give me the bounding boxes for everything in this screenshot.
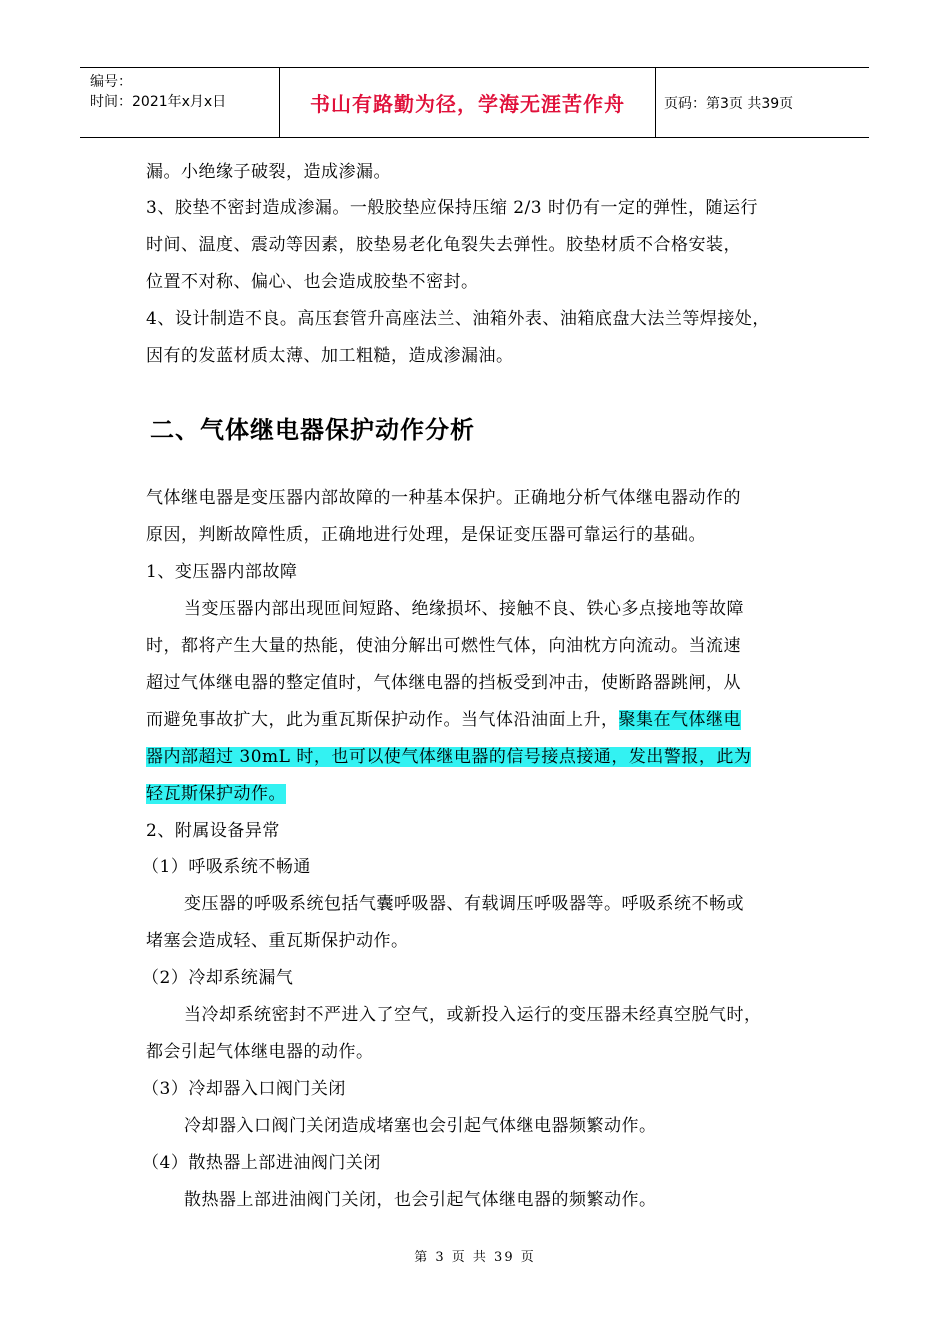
paragraph-line: 超过气体继电器的整定值时，气体继电器的挡板受到冲击，使断路器跳闸，从 <box>146 673 741 693</box>
date-label: 时间：2021年x月x日 <box>90 94 227 110</box>
section-title: 1、变压器内部故障 <box>146 562 298 582</box>
paragraph-line: 时间、温度、震动等因素，胶垫易老化龟裂失去弹性。胶垫材质不合格安装， <box>146 235 741 255</box>
paragraph-line: 当冷却系统密封不严进入了空气，或新投入运行的变压器未经真空脱气时， <box>184 1005 762 1025</box>
subsection-title: （1）呼吸系统不畅通 <box>142 857 311 877</box>
subsection-title: （2）冷却系统漏气 <box>142 968 294 988</box>
highlighted-text: 轻瓦斯保护动作。 <box>146 784 286 804</box>
paragraph-line: 散热器上部进油阀门关闭，也会引起气体继电器的频繁动作。 <box>184 1190 657 1210</box>
highlighted-text: 器内部超过 30mL 时，也可以使气体继电器的信号接点接通，发出警报，此为 <box>146 747 752 767</box>
header-slogan: 书山有路勤为径，学海无涯苦作舟 <box>280 68 656 137</box>
paragraph-line: 3、胶垫不密封造成渗漏。一般胶垫应保持压缩 2/3 时仍有一定的弹性，随运行 <box>146 198 758 218</box>
page-header <box>80 67 869 138</box>
paragraph-line <box>146 745 751 769</box>
paragraph-line: 变压器的呼吸系统包括气囊呼吸器、有载调压呼吸器等。呼吸系统不畅或 <box>184 894 744 914</box>
paragraph-line: 位置不对称、偏心、也会造成胶垫不密封。 <box>146 272 479 292</box>
paragraph-line: 原因，判断故障性质，正确地进行处理，是保证变压器可靠运行的基础。 <box>146 525 706 545</box>
paragraph-line <box>146 782 286 806</box>
subsection-title: （4）散热器上部进油阀门关闭 <box>142 1153 381 1173</box>
paragraph-line: 当变压器内部出现匝间短路、绝缘损坏、接触不良、铁心多点接地等故障 <box>184 599 744 619</box>
highlighted-text: 聚集在气体继电 <box>618 710 741 730</box>
paragraph-line: 4、设计制造不良。高压套管升高座法兰、油箱外表、油箱底盘大法兰等焊接处， <box>146 309 770 329</box>
subsection-title: （3）冷却器入口阀门关闭 <box>142 1079 346 1099</box>
paragraph-line: 气体继电器是变压器内部故障的一种基本保护。正确地分析气体继电器动作的 <box>146 488 741 508</box>
paragraph-line: 因有的发蓝材质太薄、加工粗糙，造成渗漏油。 <box>146 346 514 366</box>
plain-text: 而避免事故扩大，此为重瓦斯保护动作。当气体沿油面上升， <box>146 710 619 730</box>
header-meta <box>80 68 280 137</box>
section-title: 2、附属设备异常 <box>146 821 280 841</box>
paragraph-line: 时，都将产生大量的热能，使油分解出可燃性气体，向油枕方向流动。当流速 <box>146 636 741 656</box>
header-page-info: 页码：第3页 共39页 <box>664 95 794 112</box>
page-footer: 第 3 页 共 39 页 <box>414 1250 536 1265</box>
number-label: 编号： <box>90 74 132 90</box>
paragraph-line <box>146 708 741 732</box>
paragraph-line: 都会引起气体继电器的动作。 <box>146 1042 374 1062</box>
section-heading: 二、气体继电器保护动作分析 <box>150 416 475 444</box>
paragraph-line: 冷却器入口阀门关闭造成堵塞也会引起气体继电器频繁动作。 <box>184 1116 657 1136</box>
paragraph-line: 漏。小绝缘子破裂，造成渗漏。 <box>146 162 391 182</box>
paragraph-line: 堵塞会造成轻、重瓦斯保护动作。 <box>146 931 409 951</box>
